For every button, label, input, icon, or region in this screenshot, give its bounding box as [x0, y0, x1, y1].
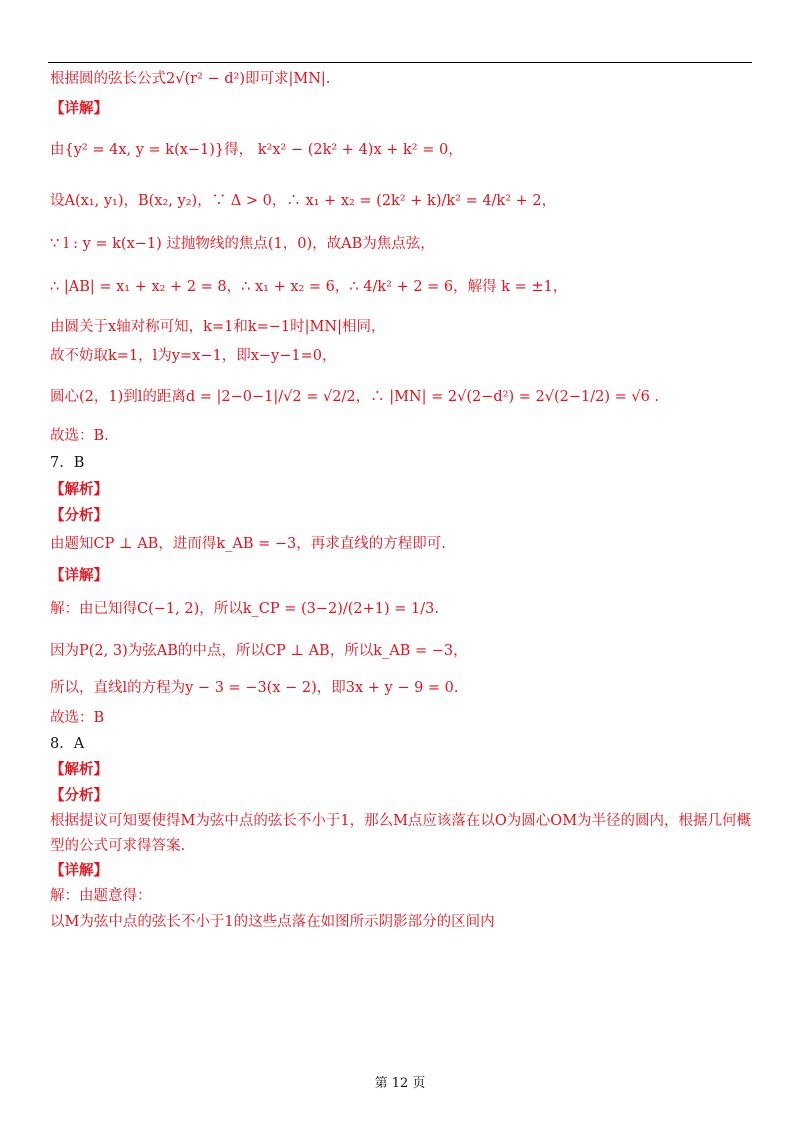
- text-line: 根据提议可知要使得M为弦中点的弦长不小于1，那么M点应该落在以O为圆心OM为半径的圆内，根据几何概: [50, 813, 752, 829]
- answer-number: 8．A: [50, 736, 85, 752]
- text-line: ∵ l : y = k(x−1) 过抛物线的焦点(1，0)，故AB为焦点弦，: [50, 236, 435, 252]
- text-line: 圆心(2，1)到l的距离d = |2−0−1|/√2 = √2/2，∴ |MN| = 2√(2−d²) = 2√(2−1/2) = √6 .: [50, 389, 660, 405]
- text-line: 型的公式可求得答案.: [50, 838, 186, 854]
- section-heading: 【解析】: [50, 481, 108, 498]
- text-line: 由题知CP ⊥ AB，进而得k_AB = −3，再求直线的方程即可.: [50, 536, 446, 552]
- text-line: 故选：B.: [50, 428, 109, 444]
- text-line: 解：由题意得：: [50, 888, 152, 904]
- text-line: 由{y² = 4x, y = k(x−1)}得， k²x² − (2k² + 4)x + k² = 0，: [50, 142, 463, 158]
- header-rule: [48, 62, 752, 63]
- text-line: 由圆关于x轴对称可知，k=1和k=−1时|MN|相同，: [50, 319, 386, 335]
- text-line: 设A(x₁, y₁)，B(x₂, y₂)，∵ Δ > 0，∴ x₁ + x₂ = (2k² + k)/k² = 4/k² + 2，: [50, 193, 557, 209]
- text-line: 因为P(2, 3)为弦AB的中点，所以CP ⊥ AB，所以k_AB = −3，: [50, 643, 468, 659]
- section-heading: 【分析】: [50, 507, 108, 524]
- text-line: 故选：B: [50, 710, 105, 726]
- answer-number: 7．B: [50, 455, 85, 471]
- text-line: 解：由已知得C(−1, 2)，所以k_CP = (3−2)/(2+1) = 1/3.: [50, 601, 440, 617]
- section-heading: 【详解】: [50, 862, 108, 879]
- page-number: 第 12 页: [374, 1076, 426, 1091]
- text-line: 根据圆的弦长公式2√(r² − d²)即可求|MN|.: [50, 71, 331, 87]
- text-line: 以M为弦中点的弦长不小于1的这些点落在如图所示阴影部分的区间内: [50, 914, 495, 930]
- text-line: 故不妨取k=1，l为y=x−1，即x−y−1=0，: [50, 348, 337, 364]
- section-heading: 【解析】: [50, 761, 108, 778]
- text-line: 所以，直线l的方程为y − 3 = −3(x − 2)，即3x + y − 9 = 0.: [50, 680, 459, 696]
- section-heading: 【分析】: [50, 787, 108, 804]
- text-line: ∴ |AB| = x₁ + x₂ + 2 = 8，∴ x₁ + x₂ = 6，∴ 4/k² + 2 = 6，解得 k = ±1，: [50, 279, 568, 295]
- section-heading: 【详解】: [50, 100, 108, 117]
- section-heading: 【详解】: [50, 567, 108, 584]
